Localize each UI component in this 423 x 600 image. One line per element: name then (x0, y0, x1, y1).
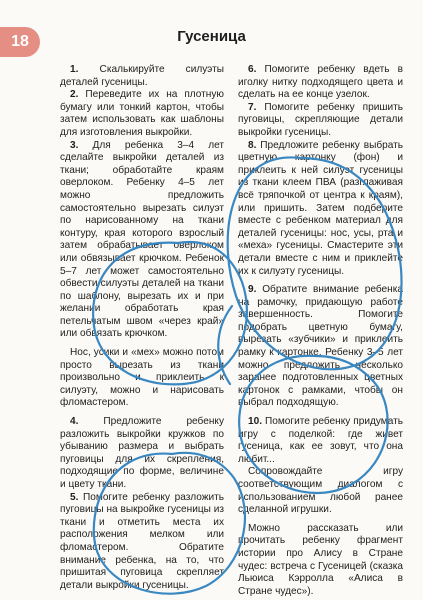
step-number: 8. (248, 139, 257, 151)
instruction-10-dialog (238, 466, 403, 516)
instruction-1 (60, 64, 224, 89)
step-text: Помогите ребенку придумать игру с поделкой: где живет гусеница, как ее зовут, что она любит... (238, 416, 403, 465)
step-text: Сопровождайте игру соответствующим диалогом с использованием любой ранее сделанной игрушки. (238, 466, 403, 516)
instruction-10-story (238, 523, 403, 599)
step-number: 5. (70, 491, 79, 503)
page-title: Гусеница (177, 28, 246, 45)
step-text: Скалькируйте силуэты деталей гусеницы. (60, 64, 224, 88)
instruction-7 (238, 102, 403, 140)
step-text: Предложите ребенку разложить выкройки кружков по убыванию размера и выбрать пуговицы для их скрепления, подходящие по форме, величине и цвету ткани. (60, 416, 224, 490)
step-number: 3. (70, 139, 79, 151)
instruction-9 (238, 284, 403, 410)
step-number: 2. (70, 89, 79, 101)
step-number: 1. (70, 64, 79, 75)
step-text: Предложите ребенку выбрать цветную картонку (фон) и приклеить к ней силуэт гусеницы из ткани клеем ПВА (разглаживая всё тряпочкой от центра к краям), или пришить. Затем подберите вместе с ребенком материал для деталей гусеницы: нос, усы, рта и «меха» гусеницы. Смастерите эти детали вместе с ним и приклейте их к силуэту гусеницы. (238, 139, 403, 277)
instruction-5 (60, 492, 224, 593)
left-column (60, 64, 224, 592)
instruction-8 (238, 140, 403, 279)
instruction-4 (60, 416, 224, 492)
step-text: Для ребенка 3–4 лет сделайте выкройки деталей из ткани; обработайте краям оверлоком. Ребенку 4–5 лет можно предложить самостоятельно вырезать силуэт по нарисованному на ткани контуру, края которого взрослый затем обрабатывает оверлоком или обвязывает крючком. Ребенок 5–7 лет может самостоятельно обвести силуэты деталей на ткани по шаблону, вырезать их и при желании обработать края петельчатым швом «через край» или обвязать крючком. (60, 139, 224, 340)
step-number: 10. (248, 416, 263, 428)
instruction-6 (238, 64, 403, 102)
step-text: Переведите их на плотную бумагу или тонкий картон, чтобы затем использовать как шаблоны для изготовления выкройки. (60, 89, 224, 138)
step-text: Обратите внимание ребенка на рамочку, придающую работе завершенность. Помогите подобрать цветную бумагу, вырезать «зубчики» и приклеить рамку к картонке. Ребенку 3–5 лет можно предложить несколько заранее подготовленных цветных картонок с рамками, чтобы он выбрал подходящую. (238, 284, 403, 409)
page-number: 18 (11, 33, 29, 50)
step-text: Можно рассказать или прочитать ребенку фрагмент истории про Алису в Стране чудес: встреча с Гусеницей (сказка Льюиса Кэрролла «Алиса в Стране чудес»). (238, 522, 403, 597)
instruction-10 (238, 416, 403, 466)
step-number: 4. (70, 416, 79, 428)
instruction-3 (60, 140, 224, 342)
step-text: Помогите ребенку разложить пуговицы на выкройке гусеницы из ткани и отметить места их расположения мелком или фломастером. Обратите внимание ребенка, на то, что пришитая пуговица скрепляет детали выкройки гусеницы. (60, 491, 224, 591)
instruction-2 (60, 89, 224, 139)
step-text: Помогите ребенку вдеть в иголку нитку подходящего цвета и сделать на ее конце узелок. (238, 64, 403, 101)
step-number: 7. (248, 101, 257, 113)
step-number: 9. (248, 284, 257, 296)
step-number: 6. (248, 64, 257, 75)
step-text: Нос, усики и «мех» можно потом просто вырезать из ткани произвольно и приклеить к силуэту, можно и нарисовать фломастером. (60, 347, 224, 409)
instruction-3-note (60, 347, 224, 410)
right-column (238, 64, 403, 598)
step-text: Помогите ребенку пришить пуговицы, скрепляющие детали выкройки гусеницы. (238, 101, 403, 138)
